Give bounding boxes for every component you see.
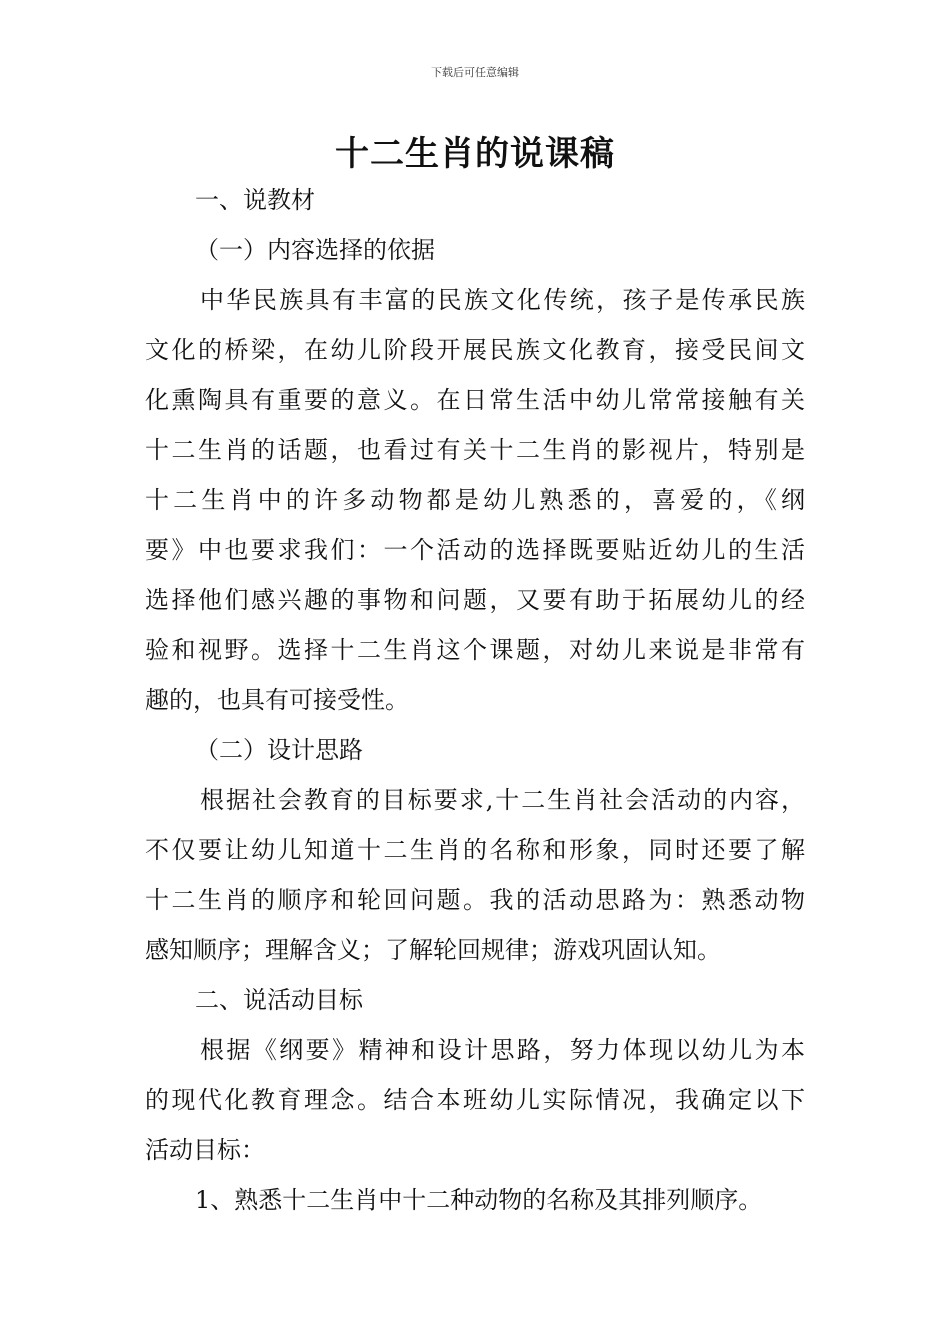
- section-heading-2: 二、说活动目标: [195, 986, 363, 1014]
- paragraph-line: 根据《纲要》精神和设计思路，努力体现以幼儿为本: [200, 1036, 805, 1064]
- paragraph-line: 化熏陶具有重要的意义。在日常生活中幼儿常常接触有关: [145, 386, 805, 414]
- paragraph-line: 选择他们感兴趣的事物和问题，又要有助于拓展幼儿的经: [145, 586, 805, 614]
- subsection-heading-1: （一）内容选择的依据: [195, 236, 435, 264]
- objective-item-1: 1、熟悉十二生肖中十二种动物的名称及其排列顺序。: [195, 1186, 763, 1214]
- subsection-heading-2: （二）设计思路: [195, 736, 363, 764]
- paragraph-line: 不仅要让幼儿知道十二生肖的名称和形象，同时还要了解: [145, 836, 805, 864]
- paragraph-line: 十二生肖中的许多动物都是幼儿熟悉的，喜爱的，《纲: [145, 486, 805, 514]
- paragraph-line: 根据社会教育的目标要求,十二生肖社会活动的内容，: [200, 786, 805, 814]
- paragraph-line: 文化的桥梁，在幼儿阶段开展民族文化教育，接受民间文: [145, 336, 805, 364]
- paragraph-line: 感知顺序；理解含义；了解轮回规律；游戏巩固认知。: [145, 936, 721, 964]
- paragraph-line: 要》中也要求我们：一个活动的选择既要贴近幼儿的生活: [145, 536, 805, 564]
- section-heading-1: 一、说教材: [195, 186, 315, 214]
- paragraph-line: 验和视野。选择十二生肖这个课题，对幼儿来说是非常有: [145, 636, 805, 664]
- paragraph-line: 的现代化教育理念。结合本班幼儿实际情况，我确定以下: [145, 1086, 805, 1114]
- paragraph-line: 趣的，也具有可接受性。: [145, 686, 409, 714]
- paragraph-line: 十二生肖的话题，也看过有关十二生肖的影视片，特别是: [145, 436, 805, 464]
- paragraph-line: 中华民族具有丰富的民族文化传统，孩子是传承民族: [200, 286, 805, 314]
- paragraph-line: 活动目标：: [145, 1136, 265, 1164]
- header-note: 下载后可任意编辑: [431, 66, 519, 79]
- document-title: 十二生肖的说课稿: [335, 134, 615, 174]
- paragraph-line: 十二生肖的顺序和轮回问题。我的活动思路为：熟悉动物: [145, 886, 805, 914]
